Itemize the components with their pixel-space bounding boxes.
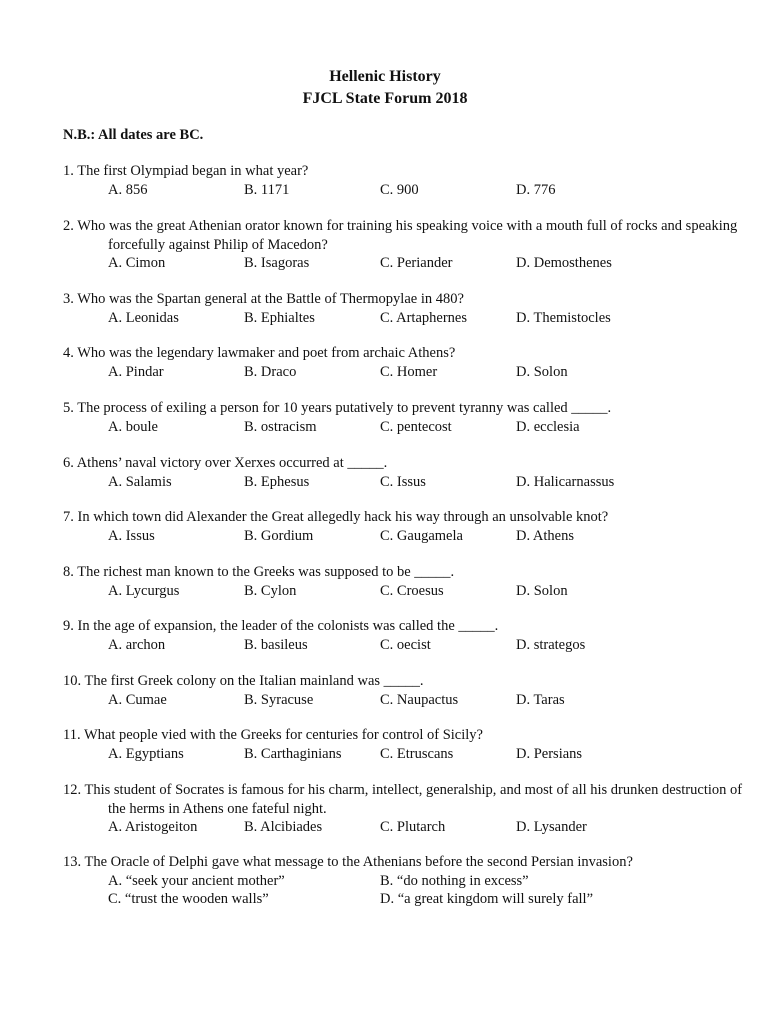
option-a: A. boule [108, 418, 158, 435]
option-b: B. Syracuse [244, 691, 314, 708]
answer-options [63, 636, 743, 655]
question-text: 12. This student of Socrates is famous for his charm, intellect, generalship, and most of all his drunken destruction of the herms in Athens one fateful night. [63, 782, 746, 817]
option-b: B. Isagoras [244, 255, 310, 271]
option-b: B. 1171 [244, 181, 290, 198]
question-6 [63, 454, 743, 491]
answer-options [63, 254, 743, 273]
option-b: B. Ephialtes [244, 309, 315, 326]
option-b: B. Ephesus [244, 473, 310, 490]
option-b: B. Cylon [244, 582, 297, 599]
option-a: A. Leonidas [108, 309, 179, 326]
option-d: D. Taras [516, 691, 565, 708]
question-text: 1. The first Olympiad began in what year? [63, 163, 309, 179]
option-a: A. 856 [108, 181, 148, 198]
question-text: 13. The Oracle of Delphi gave what message to the Athenians before the second Persian invasion? [63, 854, 633, 870]
option-b: B. basileus [244, 636, 308, 653]
option-d: D. Athens [516, 527, 574, 544]
option-a: A. Issus [108, 527, 155, 544]
option-c: C. Croesus [380, 582, 444, 599]
question-text: 6. Athens’ naval victory over Xerxes occurred at _____. [63, 455, 388, 471]
option-d: D. Lysander [516, 819, 587, 835]
option-a: A. Egyptians [108, 745, 184, 762]
question-7 [63, 508, 743, 545]
option-c: C. Issus [380, 473, 426, 490]
option-d: D. Demosthenes [516, 255, 612, 271]
option-d: D. Solon [516, 363, 568, 380]
question-9 [63, 617, 743, 654]
question-text: 10. The first Greek colony on the Italian mainland was _____. [63, 673, 424, 689]
question-12 [63, 781, 746, 837]
question-2 [63, 217, 743, 273]
option-c: C. Gaugamela [380, 527, 463, 544]
answer-options [63, 473, 743, 492]
question-13 [63, 853, 743, 909]
option-c: C. 900 [380, 181, 419, 198]
question-text: 3. Who was the Spartan general at the Battle of Thermopylae in 480? [63, 291, 464, 307]
question-3 [63, 290, 743, 327]
option-c: C. Etruscans [380, 745, 454, 762]
option-a: A. Cimon [108, 255, 166, 271]
option-a: A. Lycurgus [108, 582, 180, 599]
question-11 [63, 726, 743, 763]
option-d: D. “a great kingdom will surely fall” [380, 891, 594, 907]
option-c: C. Periander [380, 255, 453, 271]
dates-note: N.B.: All dates are BC. [63, 127, 204, 143]
option-d: D. Persians [516, 745, 583, 762]
option-c: C. pentecost [380, 418, 452, 435]
question-8 [63, 563, 743, 600]
answer-options [63, 745, 743, 764]
question-text: 5. The process of exiling a person for 10 years putatively to prevent tyranny was called _____. [63, 400, 612, 416]
option-d: D. Themistocles [516, 309, 611, 326]
answer-options [63, 363, 743, 382]
option-d: D. 776 [516, 181, 556, 198]
question-text: 11. What people vied with the Greeks for centuries for control of Sicily? [63, 727, 483, 743]
question-5 [63, 399, 743, 436]
answer-options [63, 418, 743, 437]
option-c: C. “trust the wooden walls” [108, 891, 269, 907]
option-c: C. Plutarch [380, 819, 446, 835]
option-a: A. Pindar [108, 363, 164, 380]
option-a: A. archon [108, 636, 166, 653]
question-text: 2. Who was the great Athenian orator known for training his speaking voice with a mouth full of rocks and speaking forcefully against Philip of Macedon? [63, 218, 741, 253]
answer-options [63, 181, 743, 200]
option-c: C. Artaphernes [380, 309, 467, 326]
option-d: D. strategos [516, 636, 586, 653]
answer-options [63, 691, 743, 710]
option-d: D. Halicarnassus [516, 473, 615, 490]
option-c: C. Naupactus [380, 691, 459, 708]
option-b: B. “do nothing in excess” [380, 872, 529, 889]
option-b: B. Gordium [244, 527, 314, 544]
answer-options [63, 527, 743, 546]
question-4 [63, 344, 743, 381]
option-d: D. Solon [516, 582, 568, 599]
option-c: C. Homer [380, 363, 438, 380]
option-a: A. Cumae [108, 691, 167, 708]
answer-options-row-1 [63, 872, 743, 891]
option-b: B. ostracism [244, 418, 317, 435]
option-a: A. “seek your ancient mother” [108, 872, 285, 889]
option-b: B. Alcibiades [244, 819, 323, 835]
option-d: D. ecclesia [516, 418, 580, 435]
option-a: A. Aristogeiton [108, 819, 198, 835]
document-subtitle: FJCL State Forum 2018 [302, 90, 468, 107]
question-text: 8. The richest man known to the Greeks was supposed to be _____. [63, 564, 455, 580]
answer-options [63, 582, 743, 601]
option-b: B. Carthaginians [244, 745, 342, 762]
question-text: 9. In the age of expansion, the leader of the colonists was called the _____. [63, 618, 499, 634]
option-b: B. Draco [244, 363, 297, 380]
question-text: 4. Who was the legendary lawmaker and poet from archaic Athens? [63, 345, 456, 361]
answer-options [63, 818, 743, 837]
question-1 [63, 162, 743, 199]
document-title: Hellenic History [329, 68, 441, 85]
option-c: C. oecist [380, 636, 431, 653]
option-a: A. Salamis [108, 473, 172, 490]
question-text: 7. In which town did Alexander the Great allegedly hack his way through an unsolvable knot? [63, 509, 609, 525]
question-10 [63, 672, 743, 709]
answer-options [63, 309, 743, 328]
answer-options-row-2 [63, 890, 743, 909]
